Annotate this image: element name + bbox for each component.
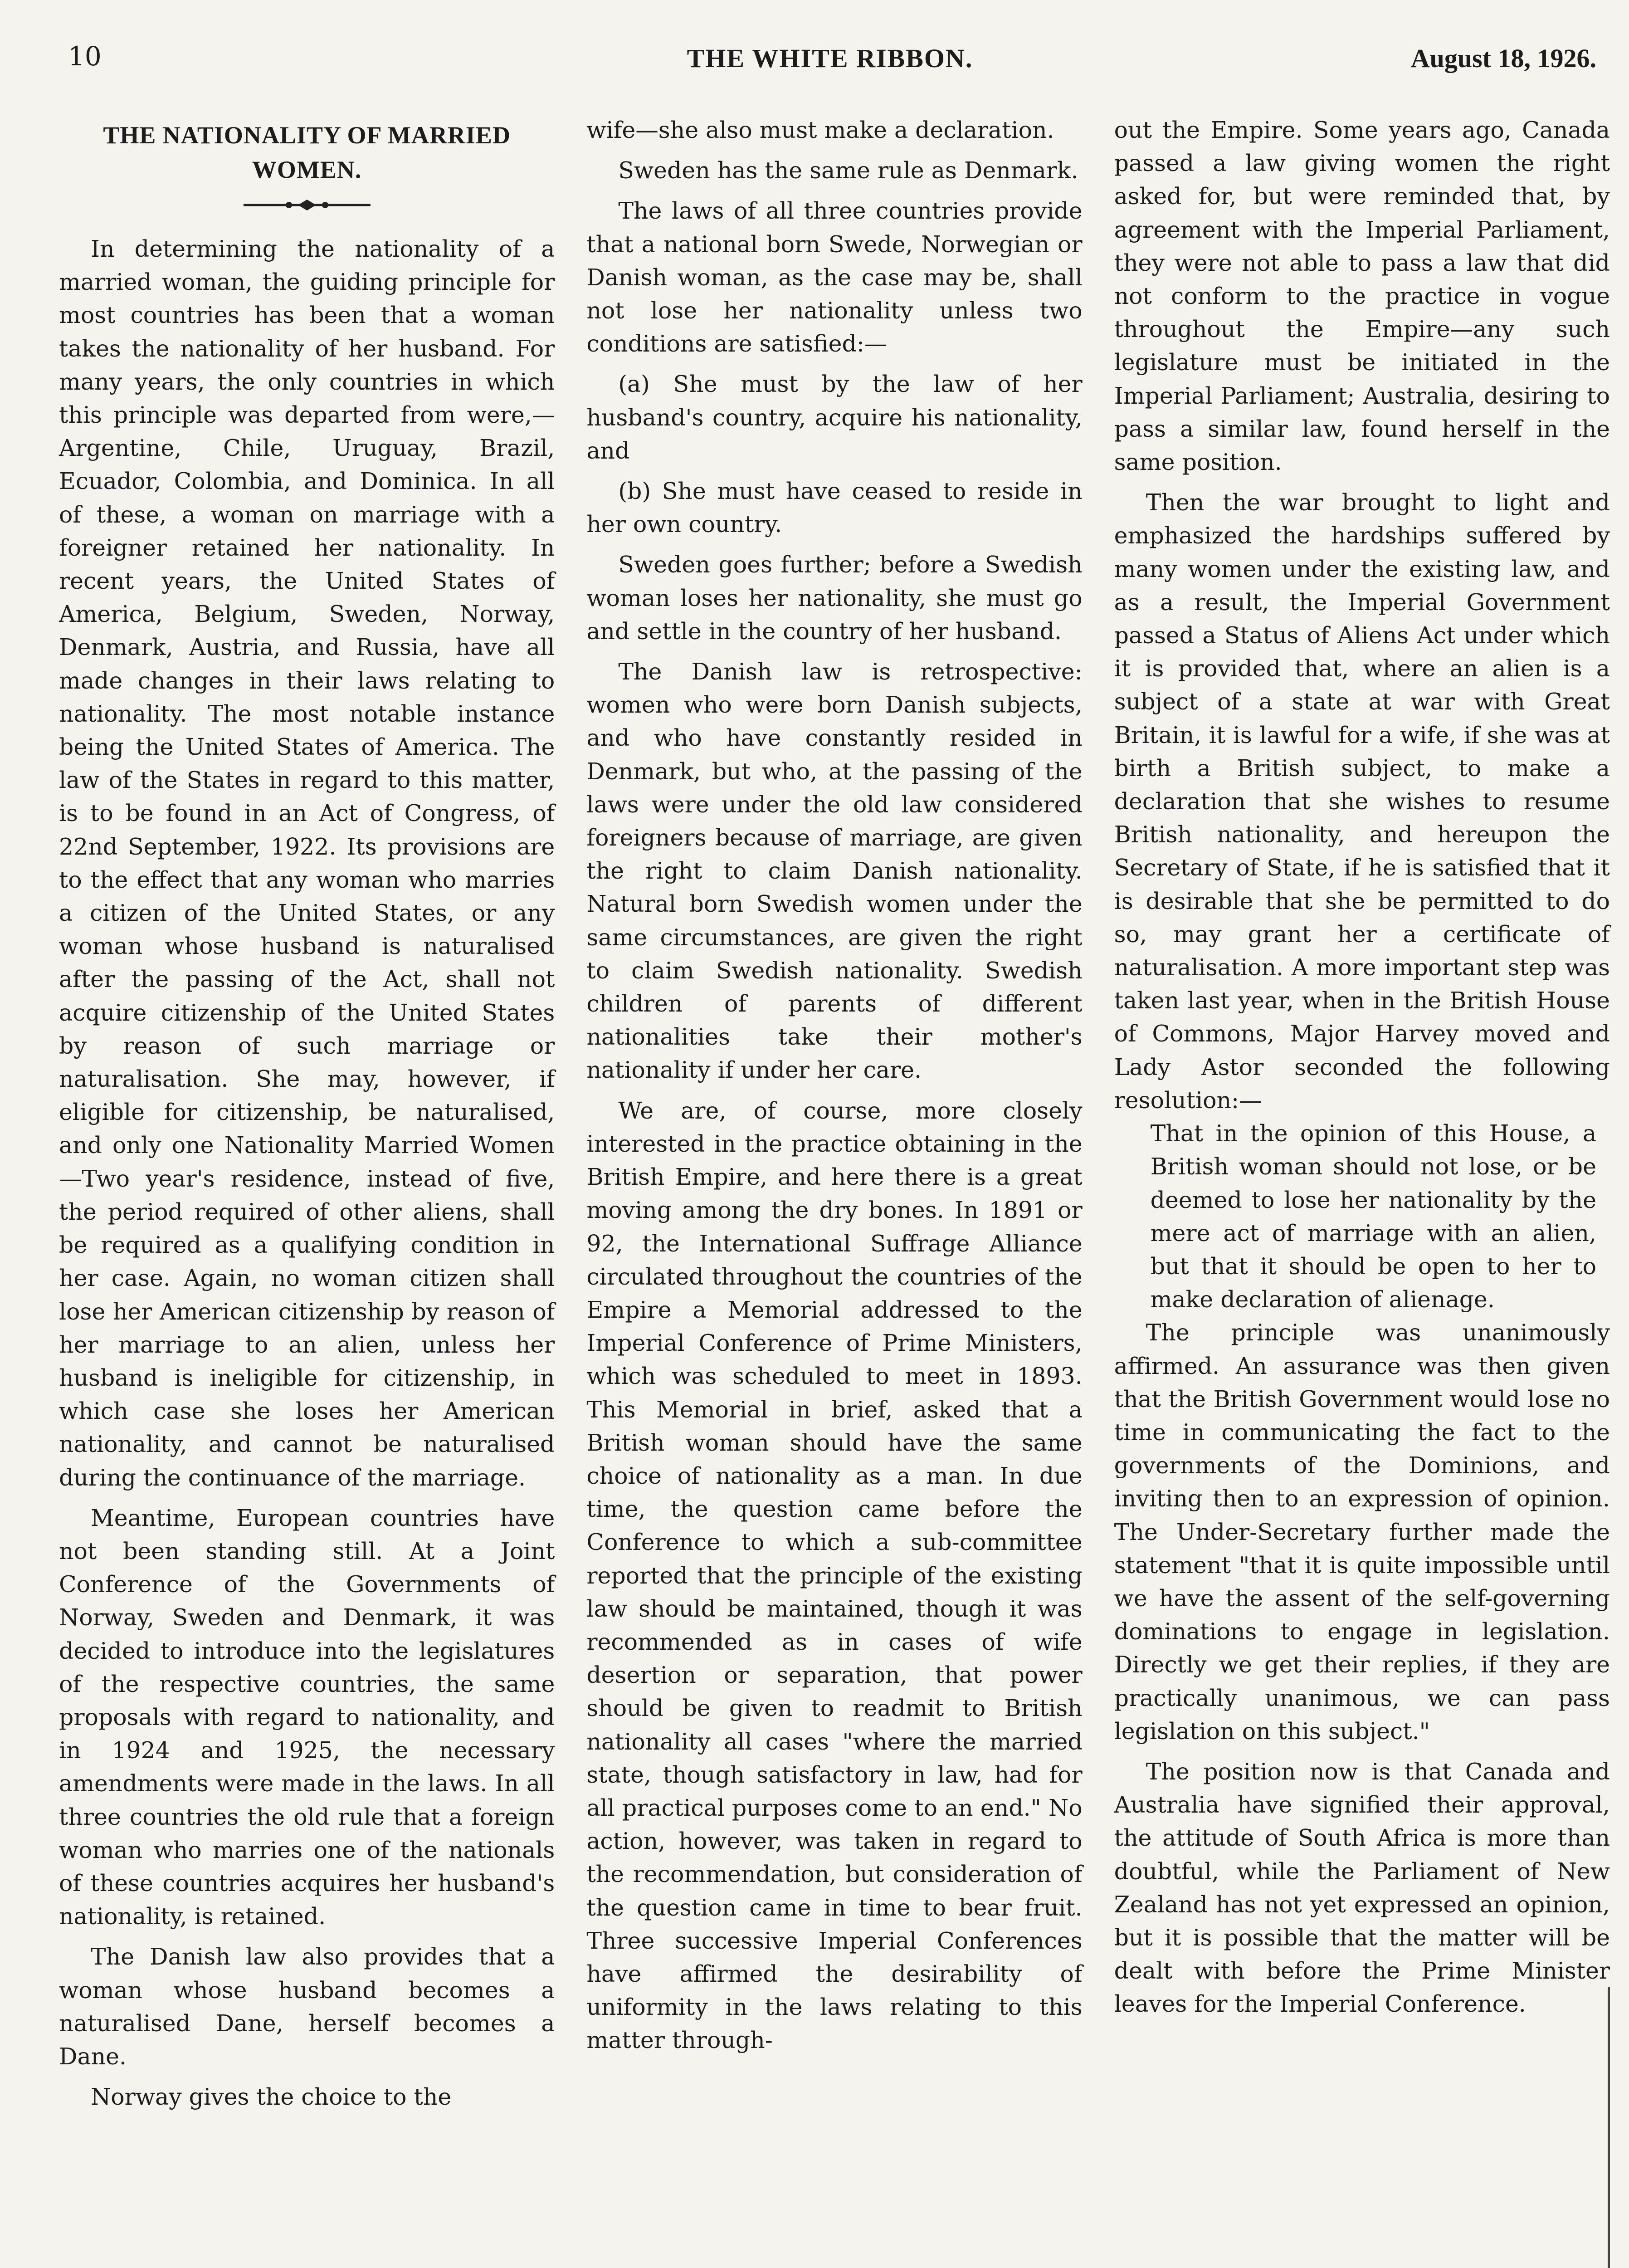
paragraph: Then the war brought to light and emphasized the hardships suffered by many women under the existing law, and as a result, the Imperial Government passed a Status of Aliens Act under which it is provided that, where an alien is a subject of a state at war with Great Britain, it is lawful for a wife, if she was at birth a British subject, to make a declaration that she wishes to resume British nationality, and hereupon the Secretary of State, if he is satisfied that it is desirable that she be permitted to do so, may grant her a certificate of naturalisation. A more important step was taken last year, when in the British House of Commons, Major Harvey moved and Lady Astor seconded the following resolution:— [1114,489,1610,1114]
paragraph: The principle was unanimously affirmed. An assurance was then given that the British Government would lose no time in communicating the fact to the governments of the Dominions, and inviting then to an expression of opinion. The Under-Secretary further made the statement "that it is quite impossible until we have the assent of the self-governing dominations to engage in legislation. Directly we get their replies, if they are practically unanimous, we can pass legislation on this subject." [1114,1319,1610,1745]
resolution-quote [1114,1117,1610,1316]
paragraph: The Danish law is retrospective: women who were born Danish subjects, and who have constantly resided in Denmark, but who, at the passing of the laws were under the old law considered foreigners because of marriage, are given the right to claim Danish nationality. Natural born Swedish women under the same circumstances, are given the right to claim Swedish nationality. Swedish children of parents of different nationalities take their mother's nationality if under her care. [586,658,1083,1084]
paragraph: wife—she also must make a declaration. [586,117,1054,143]
paragraph: The position now is that Canada and Australia have signified their approval, the attitude of South Africa is more than doubtful, while the Parliament of New Zealand has not yet expressed an opinion, but it is possible that the matter will be dealt with before the Prime Minister leaves for the Imperial Conference. [1114,1758,1610,2018]
running-title: THE WHITE RIBBON. [687,44,973,73]
column-3 [1114,113,1610,2268]
paragraph: (a) She must by the law of her husband's country, acquire his nationality, and [586,371,1083,464]
quote-text: That in the opinion of this House, a British woman should not lose, or be deemed to lose her nationality by the mere act of marriage with an alien, but that it should be open to her to make declaration of alienage. [1150,1120,1596,1313]
article-title [59,118,555,187]
issue-date: August 18, 1926. [1410,44,1596,73]
article-columns [59,113,1610,2268]
paragraph: The Danish law also provides that a woman whose husband becomes a naturalised Dane, herself becomes a Dane. [59,1943,555,2070]
paragraph: The laws of all three countries provide that a national born Swede, Norwegian or Danish woman, as the case may be, shall not lose her nationality unless two conditions are satisfied:— [586,197,1083,357]
paragraph: We are, of course, more closely interested in the practice obtaining in the British Empire, and here there is a great moving among the dry bones. In 1891 or 92, the International Suffrage Alliance circulated throughout the countries of the Empire a Memorial addressed to the Imperial Conference of Prime Ministers, which was scheduled to meet in 1893. This Memorial in brief, asked that a British woman should have the same choice of nationality as a man. In due time, the question came before the Conference to which a sub-committee reported that the principle of the existing law should be maintained, though it was recommended as in cases of wife desertion or separation, that power should be given to readmit to British nationality all cases "where the married state, though satisfactory in law, had for all practical purposes come to an end." No action, however, was taken in regard to the recommendation, but consideration of the question came in time to bear fruit. Three successive Imperial Conferences have affirmed the desirability of uniformity in the laws relating to this matter through- [586,1097,1083,2054]
paragraph: Norway gives the choice to the [91,2083,452,2111]
paragraph: (b) She must have ceased to reside in her own country. [586,478,1083,538]
page-number: 10 [68,41,102,72]
column-2 [586,113,1082,2268]
column-1 [59,113,555,2268]
article-title-line-1: THE NATIONALITY OF MARRIED [103,122,511,149]
column-edge-rule [1608,1987,1610,2268]
paragraph: Sweden has the same rule as Denmark. [618,157,1078,184]
paragraph: In determining the nationality of a married woman, the guiding principle for most countries has been that a woman takes the nationality of her husband. For many years, the only countries in which this principle was departed from were,—Argentine, Chile, Uruguay, Brazil, Ecuador, Colombia, and Dominica. In all of these, a woman on marriage with a foreigner retained her nationality. In recent years, the United States of America, Belgium, Sweden, Norway, Denmark, Austria, and Russia, have all made changes in their laws relating to nationality. The most notable instance being the United States of America. The law of the States in regard to this matter, is to be found in an Act of Congress, of 22nd September, 1922. Its provisions are to the effect that any woman who marries a citizen of the United States, or any woman whose husband is naturalised after the passing of the Act, shall not acquire citizenship of the United States by reason of such marriage or naturalisation. She may, however, if eligible for citizenship, be naturalised, and only one Nationality Married Women—Two year's residence, instead of five, the period required of other aliens, shall be required as a qualifying condition in her case. Again, no woman citizen shall lose her American citizenship by reason of her marriage to an alien, unless her husband is ineligible for citizenship, in which case she loses her American nationality, and cannot be naturalised during the continuance of the marriage. [59,235,555,1491]
paragraph: Sweden goes further; before a Swedish woman loses her nationality, she must go and settle in the country of her husband. [586,551,1083,645]
article-title-line-2: WOMEN. [252,156,362,183]
page-header [63,41,1596,86]
paragraph: Meantime, European countries have not been standing still. At a Joint Conference of the Governments of Norway, Sweden and Denmark, it was decided to introduce into the legislatures of the respective countries, the same proposals with regard to nationality, and in 1924 and 1925, the necessary amendments were made in the laws. In all three countries the old rule that a foreign woman who marries one of the nationals of these countries acquires her husband's nationality, is retained. [59,1504,555,1930]
paragraph: out the Empire. Some years ago, Canada passed a law giving women the right asked for, but were reminded that, by agreement with the Imperial Parliament, they were not able to pass a law that did not conform to the practice in vogue throughout the Empire—any such legislature must be initiated in the Imperial Parliament; Australia, desiring to pass a similar law, found herself in the same position. [1114,117,1610,476]
ornament-divider-icon [244,196,371,214]
